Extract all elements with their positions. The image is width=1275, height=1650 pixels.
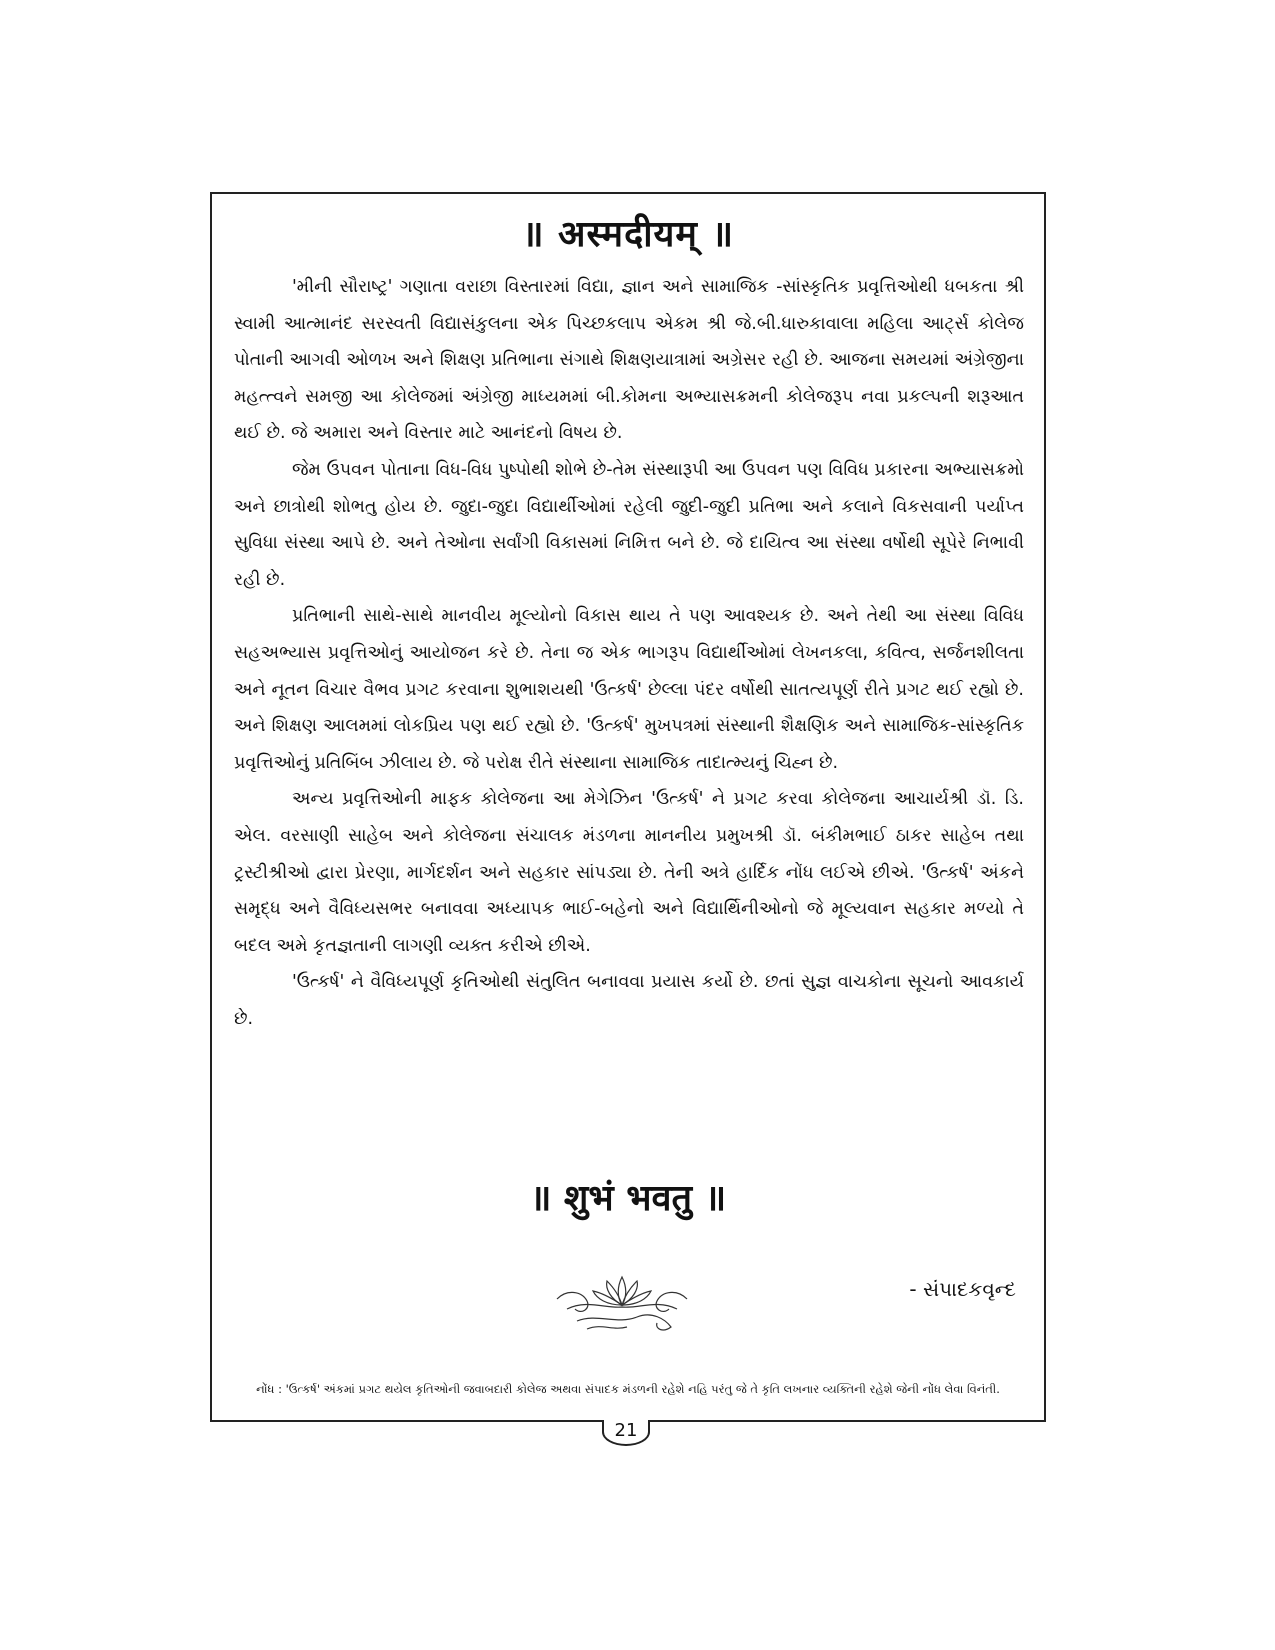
closing-blessing: ॥ शुभं भवतु ॥ xyxy=(529,1178,727,1219)
page-title: ॥ अस्मदीयम् ॥ xyxy=(521,214,735,255)
article-body xyxy=(234,269,1024,1037)
paragraph-5: 'ઉત્કર્ષ' ને વૈવિધ્યપૂર્ણ કૃતિઓથી સંતુલિત બનાવવા પ્રયાસ કર્યો છે. છતાં સુજ્ઞ વાચકોના સૂચનો આવકાર્ય છે. xyxy=(234,972,1024,1029)
paragraph-3: પ્રતિભાની સાથે-સાથે માનવીય મૂલ્યોનો વિકાસ થાય તે પણ આવશ્યક છે. અને તેથી આ સંસ્થા વિવિધ સહઅભ્યાસ પ્રવૃત્તિઓનું આયોજન કરે છે. તેના જ એક ભાગરૂપ વિદ્યાર્થીઓમાં લેખનકલા, કવિત્વ, સર્જનશીલતા અને નૂતન વિચાર વૈભવ પ્રગટ કરવાના શુભાશયથી 'ઉત્કર્ષ' છેલ્લા પંદર વર્ષોથી સાતત્યપૂર્ણ રીતે પ્રગટ થઈ રહ્યો છે. અને શિક્ષણ આલમમાં લોકપ્રિય પણ થઈ રહ્યો છે. 'ઉત્કર્ષ' મુખપત્રમાં સંસ્થાની શૈક્ષણિક અને સામાજિક-સાંસ્કૃતિક પ્રવૃત્તિઓનું પ્રતિબિંબ ઝીલાય છે. જે પરોક્ષ રીતે સંસ્થાના સામાજિક તાદાત્મ્યનું ચિહ્ન છે. xyxy=(234,606,1024,773)
page-number: 21 xyxy=(602,1420,650,1446)
lotus-flourish-icon xyxy=(547,1259,697,1339)
page-frame xyxy=(210,192,1046,1422)
paragraph-4: અન્ય પ્રવૃત્તિઓની માફક કોલેજના આ મેગેઝિન 'ઉત્કર્ષ' ને પ્રગટ કરવા કોલેજના આચાર્યશ્રી ડૉ. ડિ. એલ. વરસાણી સાહેબ અને કોલેજના સંચાલક મંડળના માનનીય પ્રમુખશ્રી ડૉ. બંકીમભાઈ ઠાકર સાહેબ તથા ટ્રસ્ટીશ્રીઓ દ્વારા પ્રેરણા, માર્ગદર્શન અને સહકાર સાંપડ્યા છે. તેની અત્રે હાર્દિક નોંધ લઈએ છીએ. 'ઉત્કર્ષ' અંકને સમૃદ્ધ અને વૈવિધ્યસભર બનાવવા અધ્યાપક ભાઈ-બહેનો અને વિદ્યાર્થિનીઓનો જે મૂલ્યવાન સહકાર મળ્યો તે બદલ અમે કૃતજ્ઞતાની લાગણી વ્યક્ત કરીએ છીએ. xyxy=(234,789,1024,956)
editors-signature: - સંપાદકવૃન્દ xyxy=(909,1277,1016,1301)
disclaimer-note: નોંધ : 'ઉત્કર્ષ' અંકમાં પ્રગટ થયેલ કૃતિઓની જવાબદારી કોલેજ અથવા સંપાદક મંડળની રહેશે નહિ પરંતુ જે તે કૃતિ લખનાર વ્યક્તિની રહેશે જેની નોંધ લેવા વિનંતી. xyxy=(256,1382,1000,1396)
paragraph-1: 'મીની સૌરાષ્ટ્ર' ગણાતા વરાછા વિસ્તારમાં વિદ્યા, જ્ઞાન અને સામાજિક -સાંસ્કૃતિક પ્રવૃત્તિઓથી ધબકતા શ્રી સ્વામી આત્માનંદ સરસ્વતી વિદ્યાસંકુલના એક પિચ્છકલાપ એકમ શ્રી જે.બી.ધારુકાવાલા મહિલા આર્ટ્સ કોલેજ પોતાની આગવી ઓળખ અને શિક્ષણ પ્રતિભાના સંગાથે શિક્ષણયાત્રામાં અગ્રેસર રહી છે. આજના સમયમાં અંગ્રેજીના મહત્ત્વને સમજી આ કોલેજમાં અંગ્રેજી માધ્યમમાં બી.કોમના અભ્યાસક્રમની કોલેજરૂપ નવા પ્રકલ્પની શરૂઆત થઈ છે. જે અમારા અને વિસ્તાર માટે આનંદનો વિષય છે. xyxy=(234,277,1024,444)
paragraph-2: જેમ ઉપવન પોતાના વિધ-વિધ પુષ્પોથી શોભે છે-તેમ સંસ્થારૂપી આ ઉપવન પણ વિવિધ પ્રકારના અભ્યાસક્રમો અને છાત્રોથી શોભતુ હોય છે. જુદા-જુદા વિદ્યાર્થીઓમાં રહેલી જુદી-જુદી પ્રતિભા અને કલાને વિકસવાની પર્યાપ્ત સુવિધા સંસ્થા આપે છે. અને તેઓના સર્વાંગી વિકાસમાં નિમિત્ત બને છે. જે દાયિત્વ આ સંસ્થા વર્ષોથી સૂપેરે નિભાવી રહી છે. xyxy=(234,459,1024,590)
